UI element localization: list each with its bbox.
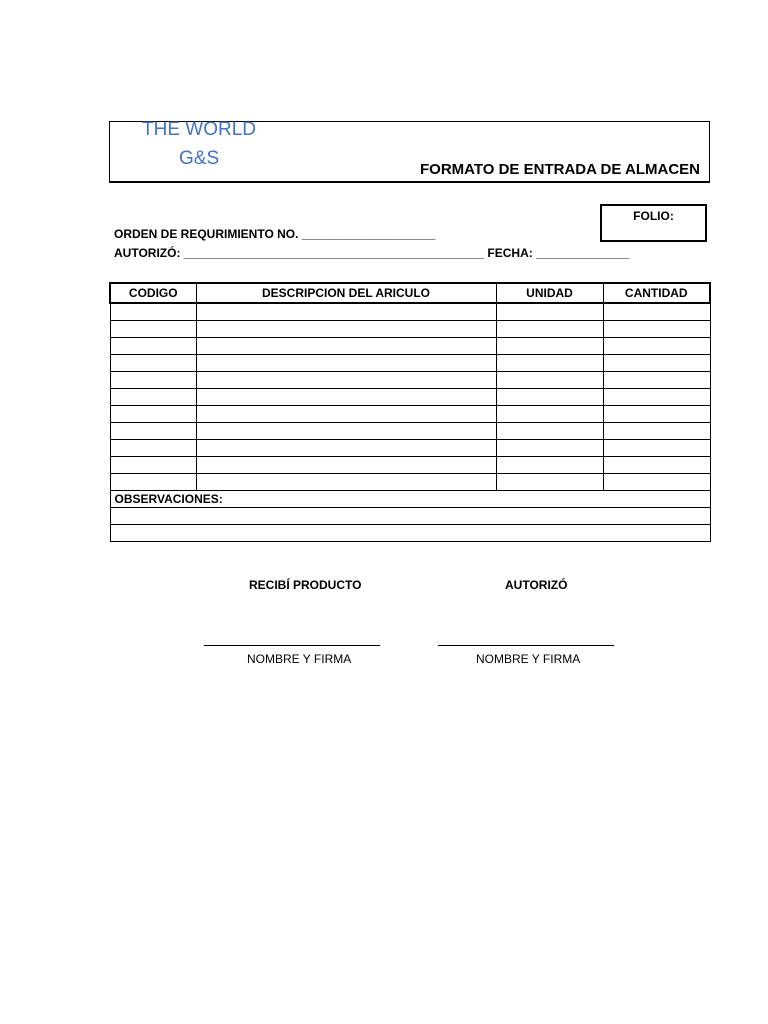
observation-line-row: [110, 524, 710, 541]
cantidad-cell[interactable]: [603, 405, 710, 422]
codigo-cell[interactable]: [110, 388, 196, 405]
unidad-cell[interactable]: [496, 422, 603, 439]
cantidad-cell[interactable]: [603, 388, 710, 405]
cantidad-cell[interactable]: [603, 303, 710, 320]
table-header-row: [110, 283, 710, 303]
cantidad-cell[interactable]: [603, 354, 710, 371]
table-row: [110, 337, 710, 354]
codigo-cell[interactable]: [110, 337, 196, 354]
descripcion-cell[interactable]: [196, 371, 496, 388]
table-row: [110, 439, 710, 456]
unidad-cell[interactable]: [496, 473, 603, 490]
codigo-cell[interactable]: [110, 303, 196, 320]
codigo-cell[interactable]: [110, 456, 196, 473]
descripcion-cell[interactable]: [196, 337, 496, 354]
signature-line-right[interactable]: [438, 645, 614, 646]
requisition-order-field[interactable]: ORDEN DE REQURIMIENTO NO. ____________________: [114, 227, 436, 241]
cantidad-cell[interactable]: [603, 456, 710, 473]
table-row: [110, 354, 710, 371]
codigo-cell[interactable]: [110, 473, 196, 490]
codigo-cell[interactable]: [110, 405, 196, 422]
column-header-codigo: CODIGO: [110, 283, 196, 303]
cantidad-cell[interactable]: [603, 439, 710, 456]
items-table: [109, 282, 711, 542]
authorized-label: AUTORIZÓ: [505, 578, 568, 592]
descripcion-cell[interactable]: [196, 405, 496, 422]
descripcion-cell[interactable]: [196, 388, 496, 405]
observation-line[interactable]: [110, 524, 710, 541]
descripcion-cell[interactable]: [196, 354, 496, 371]
table-row: [110, 405, 710, 422]
unidad-cell[interactable]: [496, 371, 603, 388]
descripcion-cell[interactable]: [196, 422, 496, 439]
descripcion-cell[interactable]: [196, 303, 496, 320]
column-header-cantidad: CANTIDAD: [603, 283, 710, 303]
cantidad-cell[interactable]: [603, 320, 710, 337]
cantidad-cell[interactable]: [603, 371, 710, 388]
signature-line-left[interactable]: [204, 645, 380, 646]
unidad-cell[interactable]: [496, 439, 603, 456]
folio-box[interactable]: [600, 204, 707, 242]
unidad-cell[interactable]: [496, 405, 603, 422]
descripcion-cell[interactable]: [196, 439, 496, 456]
name-signature-label-left: NOMBRE Y FIRMA: [247, 652, 352, 666]
unidad-cell[interactable]: [496, 337, 603, 354]
codigo-cell[interactable]: [110, 439, 196, 456]
column-header-descripcion: DESCRIPCION DEL ARICULO: [196, 283, 496, 303]
unidad-cell[interactable]: [496, 456, 603, 473]
table-row: [110, 388, 710, 405]
codigo-cell[interactable]: [110, 354, 196, 371]
observations-row: [110, 490, 710, 507]
codigo-cell[interactable]: [110, 371, 196, 388]
descripcion-cell[interactable]: [196, 473, 496, 490]
unidad-cell[interactable]: [496, 354, 603, 371]
codigo-cell[interactable]: [110, 320, 196, 337]
name-signature-label-right: NOMBRE Y FIRMA: [476, 652, 581, 666]
cantidad-cell[interactable]: [603, 473, 710, 490]
descripcion-cell[interactable]: [196, 320, 496, 337]
observations-label: OBSERVACIONES:: [110, 490, 710, 507]
column-header-unidad: UNIDAD: [496, 283, 603, 303]
authorized-date-field[interactable]: AUTORIZÓ: _____________________________________________ FECHA: ______________: [114, 246, 630, 260]
table-row: [110, 303, 710, 320]
observation-line[interactable]: [110, 507, 710, 524]
unidad-cell[interactable]: [496, 388, 603, 405]
observation-line-row: [110, 507, 710, 524]
received-product-label: RECIBÍ PRODUCTO: [249, 578, 362, 592]
codigo-cell[interactable]: [110, 422, 196, 439]
company-name-line1: THE WORLD: [142, 119, 256, 140]
table-row: [110, 456, 710, 473]
table-row: [110, 320, 710, 337]
form-title: FORMATO DE ENTRADA DE ALMACEN: [420, 161, 700, 178]
unidad-cell[interactable]: [496, 303, 603, 320]
cantidad-cell[interactable]: [603, 422, 710, 439]
unidad-cell[interactable]: [496, 320, 603, 337]
table-row: [110, 371, 710, 388]
table-row: [110, 422, 710, 439]
folio-label: FOLIO:: [633, 209, 674, 223]
cantidad-cell[interactable]: [603, 337, 710, 354]
table-row: [110, 473, 710, 490]
company-name-line2: G&S: [179, 148, 220, 169]
descripcion-cell[interactable]: [196, 456, 496, 473]
